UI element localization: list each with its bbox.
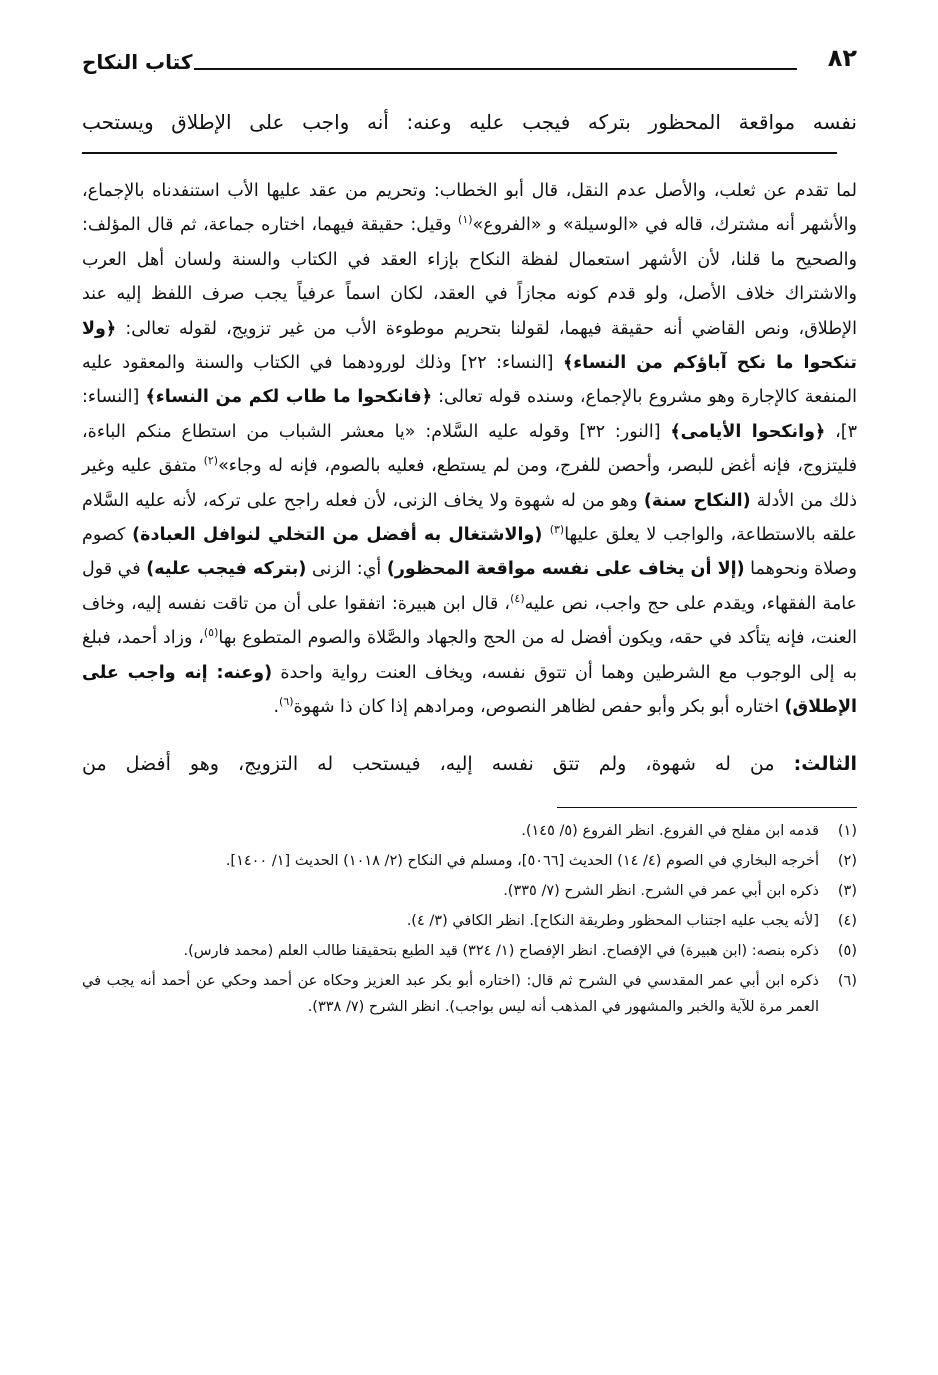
- commentary-text: [النور: ٣٢] وقوله عليه السَّلام: «يا معشر الشباب من استطاع منكم الباءة، فليتزوج، فإنه أغض للبصر، وأحصن للفرج، ومن لم يستطع، فعليه بالصوم، فإنه له وجاء»: [82, 421, 857, 477]
- footnote-text: أخرجه البخاري في الصوم (٤/ ١٤) الحديث [٥٠٦٦]، ومسلم في النكاح (٢/ ١٠١٨) الحديث [١/ ١٤٠٠].: [225, 852, 819, 869]
- commentary-text: وقيل: حقيقة فيهما، اختاره جماعة، ثم قال المؤلف: والصحيح ما قلنا، لأن الأشهر استعمال لفظة النكاح بإزاء العقد في الكتاب والسنة ولسان أهل العرب والاشتراك خلاف الأصل، ولو قدم كونه مجازاً في العقد، لكان اسماً عرفياً يجب صرف اللفظ إليه عند الإطلاق، ونص القاضي أنه حقيقة فيهما، لقولنا بتحريم موطوءة الأب من غير تزويج، لقوله تعالى:: [82, 215, 857, 339]
- commentary-text: [النساء: ٢٢] وذلك لورودهما في الكتاب والسنة والمعقود عليه المنفعة كالإجارة وهو مشروع بالإجماع، وسنده قوله تعالى:: [82, 353, 857, 408]
- third-label: الثالث:: [793, 752, 857, 775]
- page-number: ٨٢: [827, 44, 857, 72]
- footnote: [82, 848, 857, 874]
- footnote-ref: (٥): [203, 626, 219, 640]
- footnote-text: ذكره ابن أبي عمر المقدسي في الشرح ثم قال: (اختاره أبو بكر عبد العزيز وحكاه عن أحمد وحكي عن أحمد أنه يجب في العمر مرة للآية والخبر والمشهور في المذهب أنه ليس بواجب). انظر الشرح (٧/ ٣٣٨).: [82, 972, 819, 1015]
- footnote-number: (١): [837, 822, 857, 839]
- footnote-ref: (٢): [203, 454, 219, 468]
- commentary-text: [النساء: ٣]،: [82, 387, 857, 442]
- footnote: [82, 908, 857, 934]
- commentary-text: لما تقدم عن ثعلب، والأصل عدم النقل، قال أبو الخطاب: وتحريم من عقد عليها الأب استنفدناه بالإجماع، والأشهر أنه مشترك، قاله في «الوسيلة» و «الفروع»: [82, 181, 857, 236]
- matn-quote: (بتركه فيجب عليه): [146, 559, 307, 580]
- footnote-number: (٤): [837, 912, 857, 929]
- matn-quote: (وعنه: إنه واجب على الإطلاق): [82, 662, 857, 718]
- footnote: [82, 938, 857, 964]
- footnote-ref: (١): [458, 213, 473, 227]
- commentary-text: .: [273, 697, 280, 718]
- footnote-ref: (٦): [279, 695, 294, 709]
- book-title: كتاب النكاح: [82, 50, 193, 74]
- footnote-number: (٢): [837, 852, 857, 869]
- commentary-text: في قول عامة الفقهاء، ويقدم على حج واجب، نص عليه: [82, 559, 857, 614]
- page-header: [82, 38, 857, 78]
- header-rule: [194, 68, 797, 70]
- footnotes: [82, 818, 857, 1020]
- footnote-text: ذكره بنصه: (ابن هبيرة) في الإفصاح. انظر الإفصاح (١/ ٣٢٤) قيد الطبع بتحقيقنا طالب العلم (محمد فارس).: [183, 942, 819, 959]
- matn-quote: (والاشتغال به أفضل من التخلي لنوافل العبادة): [132, 525, 550, 546]
- footnote: [82, 878, 857, 904]
- quran-verse: ﴿ولا تنكحوا ما نكح آباؤكم من النساء﴾: [82, 318, 857, 374]
- commentary-text: وهو من له شهوة ولا يخاف الزنى، لأن فعله راجح على تركه، لأنه عليه السَّلام علقه بالاستطاعة، والواجب لا يعلق عليها: [82, 490, 857, 546]
- footnote-text: [لأنه يجب عليه اجتناب المحظور وطريقة النكاح]. انظر الكافي (٣/ ٤).: [406, 912, 819, 929]
- footnote-number: (٦): [837, 972, 857, 989]
- footnote-number: (٣): [837, 882, 857, 899]
- footnote-text: قدمه ابن مفلح في الفروع. انظر الفروع (٥/ ١٤٥).: [521, 822, 819, 839]
- commentary-text: كصوم وصلاة ونحوهما: [82, 525, 857, 580]
- commentary-text: متفق عليه وغير ذلك من الأدلة: [82, 456, 858, 511]
- footnote-number: (٥): [837, 942, 857, 959]
- commentary-text: ، وزاد أحمد، فبلغ به إلى الوجوب مع الشرطين وهما أن تتوق نفسه، ويخاف العنت رواية واحدة: [82, 628, 857, 683]
- third-text: من له شهوة، ولم تتق نفسه إليه، فيستحب له التزويج، وهو أفضل من: [82, 752, 794, 775]
- book-page: [82, 38, 857, 1020]
- third-category-paragraph: [82, 747, 857, 781]
- footnote-text: ذكره ابن أبي عمر في الشرح. انظر الشرح (٧/ ٣٣٥).: [503, 882, 819, 899]
- commentary-text: اختاره أبو بكر وأبو حفص لظاهر النصوص، ومرادهم إذا كان ذا شهوة: [293, 697, 785, 718]
- commentary-paragraph: [82, 174, 857, 725]
- matn-divider: [82, 152, 837, 154]
- commentary: [82, 174, 857, 725]
- commentary-text: أي: الزنى: [306, 559, 387, 580]
- matn-quote: (النكاح سنة): [643, 490, 751, 511]
- footnote: [82, 968, 857, 1020]
- quran-verse: ﴿فانكحوا ما طاب لكم من النساء﴾: [145, 387, 432, 408]
- matn-quote: (إلا أن يخاف على نفسه مواقعة المحظور): [386, 559, 745, 580]
- footnote: [82, 818, 857, 844]
- matn-text: نفسه مواقعة المحظور بتركه فيجب عليه وعنه: أنه واجب على الإطلاق ويستحب: [82, 110, 857, 134]
- footnotes-divider: [557, 807, 857, 808]
- quran-verse: ﴿وانكحوا الأيامى﴾: [670, 421, 826, 442]
- footnote-ref: (٣): [549, 523, 565, 537]
- commentary-text: ، قال ابن هبيرة: اتفقوا على أن من تاقت نفسه إليه، وخاف العنت، فإنه يتأكد في حقه، ويكون أفضل له من الحج والجهاد والصَّلاة والصوم المتطوع بها: [82, 593, 857, 649]
- footnote-ref: (٤): [510, 592, 525, 606]
